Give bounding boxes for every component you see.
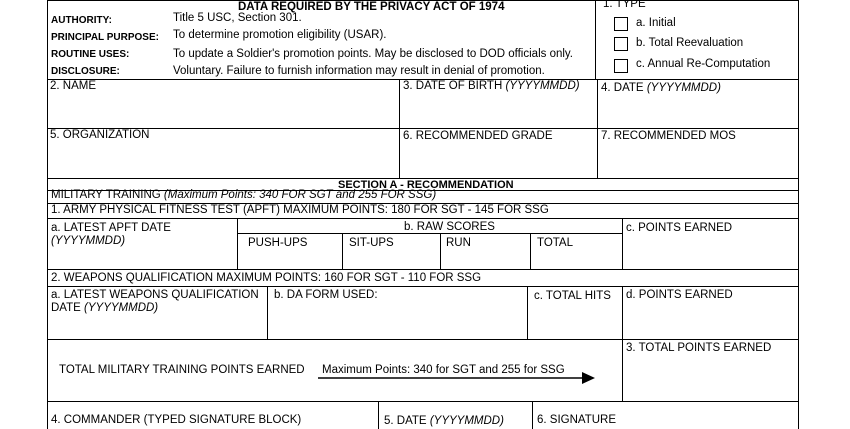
disclosure-text: Voluntary. Failure to furnish information may result in denial of promotion. — [173, 65, 545, 77]
authority-label: AUTHORITY: — [51, 15, 112, 26]
type-annual-recomputation-label: c. Annual Re-Computation — [636, 58, 771, 70]
weapons-points-earned-field[interactable] — [624, 303, 797, 338]
recommended-grade-label: 6. RECOMMENDED GRADE — [403, 130, 553, 142]
routine-text: To update a Soldier's promotion points. May be disclosed to DOD officials only. — [173, 48, 574, 60]
date-label — [601, 82, 721, 95]
type-total-reevaluation-label: b. Total Reevaluation — [636, 37, 744, 49]
date5-label-text: 5. DATE — [384, 415, 427, 427]
total-military-training-label: TOTAL MILITARY TRAINING POINTS EARNED — [59, 364, 305, 376]
weapons-latest-date-text: DATE — [51, 302, 81, 314]
pushups-field[interactable] — [239, 251, 341, 268]
apft-date-field[interactable] — [49, 249, 236, 268]
total-hits-label: c. TOTAL HITS — [534, 290, 611, 302]
dob-label — [403, 80, 580, 93]
apft-latest-label: a. LATEST APFT DATE — [51, 222, 171, 234]
military-training-heading — [51, 189, 436, 202]
signature-field[interactable] — [534, 403, 797, 429]
apft-latest-format: (YYYYMMDD) — [51, 235, 126, 247]
weapons-points-earned-label: d. POINTS EARNED — [626, 289, 733, 301]
purpose-label: PRINCIPAL PURPOSE: — [51, 32, 159, 43]
authority-text: Title 5 USC, Section 301. — [173, 12, 302, 24]
date5-format: (YYYYMMDD) — [429, 415, 504, 427]
commander-label: 4. COMMANDER (TYPED SIGNATURE BLOCK) — [51, 414, 302, 426]
total-label: TOTAL — [537, 237, 573, 249]
recommended-grade-field[interactable] — [401, 145, 596, 177]
arrow-right-icon — [318, 371, 596, 385]
da-form-field[interactable] — [269, 303, 526, 338]
signature-label: 6. SIGNATURE — [537, 414, 617, 426]
weapons-title: 2. WEAPONS QUALIFICATION MAXIMUM POINTS: 160 FOR SGT - 110 FOR SSG — [51, 272, 482, 284]
disclosure-label: DISCLOSURE: — [51, 66, 120, 77]
date-field[interactable] — [599, 97, 797, 127]
apft-points-earned-label: c. POINTS EARNED — [626, 222, 733, 234]
weapons-latest-date-label — [51, 302, 158, 315]
date-label-text: 4. DATE — [601, 82, 644, 94]
military-training-label: MILITARY TRAINING — [51, 189, 161, 201]
da-form-label: b. DA FORM USED: — [274, 289, 378, 301]
weapons-date-field[interactable] — [49, 317, 266, 338]
privacy-heading: DATA REQUIRED BY THE PRIVACY ACT OF 1974 — [238, 1, 505, 13]
dob-format: (YYYYMMDD) — [505, 80, 580, 92]
total-points-earned-label: 3. TOTAL POINTS EARNED — [626, 342, 772, 354]
routine-label: ROUTINE USES: — [51, 49, 130, 60]
name-field[interactable] — [49, 95, 398, 127]
purpose-text: To determine promotion eligibility (USAR). — [173, 29, 387, 41]
total-field[interactable] — [532, 251, 621, 268]
total-hits-field[interactable] — [529, 304, 621, 338]
type-initial-label: a. Initial — [636, 17, 676, 29]
situps-label: SIT-UPS — [349, 237, 394, 249]
pushups-label: PUSH-UPS — [248, 237, 308, 249]
recommended-mos-field[interactable] — [599, 145, 797, 177]
raw-scores-label: b. RAW SCORES — [404, 221, 495, 233]
organization-label: 5. ORGANIZATION — [50, 129, 150, 141]
apft-title: 1. ARMY PHYSICAL FITNESS TEST (APFT) MAXIMUM POINTS: 180 FOR SGT - 145 FOR SSG — [51, 204, 549, 216]
section-a-title: SECTION A - RECOMMENDATION — [338, 179, 514, 191]
apft-points-earned-field[interactable] — [624, 236, 797, 268]
type-label: 1. TYPE — [603, 0, 646, 10]
run-label: RUN — [446, 237, 471, 249]
military-training-note: (Maximum Points: 340 FOR SGT and 255 FOR SSG) — [163, 189, 437, 201]
organization-field[interactable] — [49, 144, 398, 177]
run-field[interactable] — [442, 251, 529, 268]
type-initial-checkbox[interactable] — [614, 17, 628, 31]
weapons-latest-label: a. LATEST WEAPONS QUALIFICATION — [51, 289, 259, 301]
name-label: 2. NAME — [50, 80, 97, 92]
dob-field[interactable] — [401, 95, 596, 127]
type-total-reevaluation-checkbox[interactable] — [614, 37, 628, 51]
recommended-mos-label: 7. RECOMMENDED MOS — [601, 130, 736, 142]
commander-field[interactable] — [49, 403, 377, 429]
date5-field[interactable] — [380, 403, 531, 429]
max-points-note: Maximum Points: 340 for SGT and 255 for SSG — [322, 364, 565, 376]
total-points-earned-field[interactable] — [624, 356, 797, 400]
type-annual-recomputation-checkbox[interactable] — [614, 59, 628, 73]
situps-field[interactable] — [344, 251, 439, 268]
weapons-latest-format: (YYYYMMDD) — [84, 302, 159, 314]
dob-label-text: 3. DATE OF BIRTH — [403, 80, 503, 92]
date-format: (YYYYMMDD) — [646, 82, 721, 94]
